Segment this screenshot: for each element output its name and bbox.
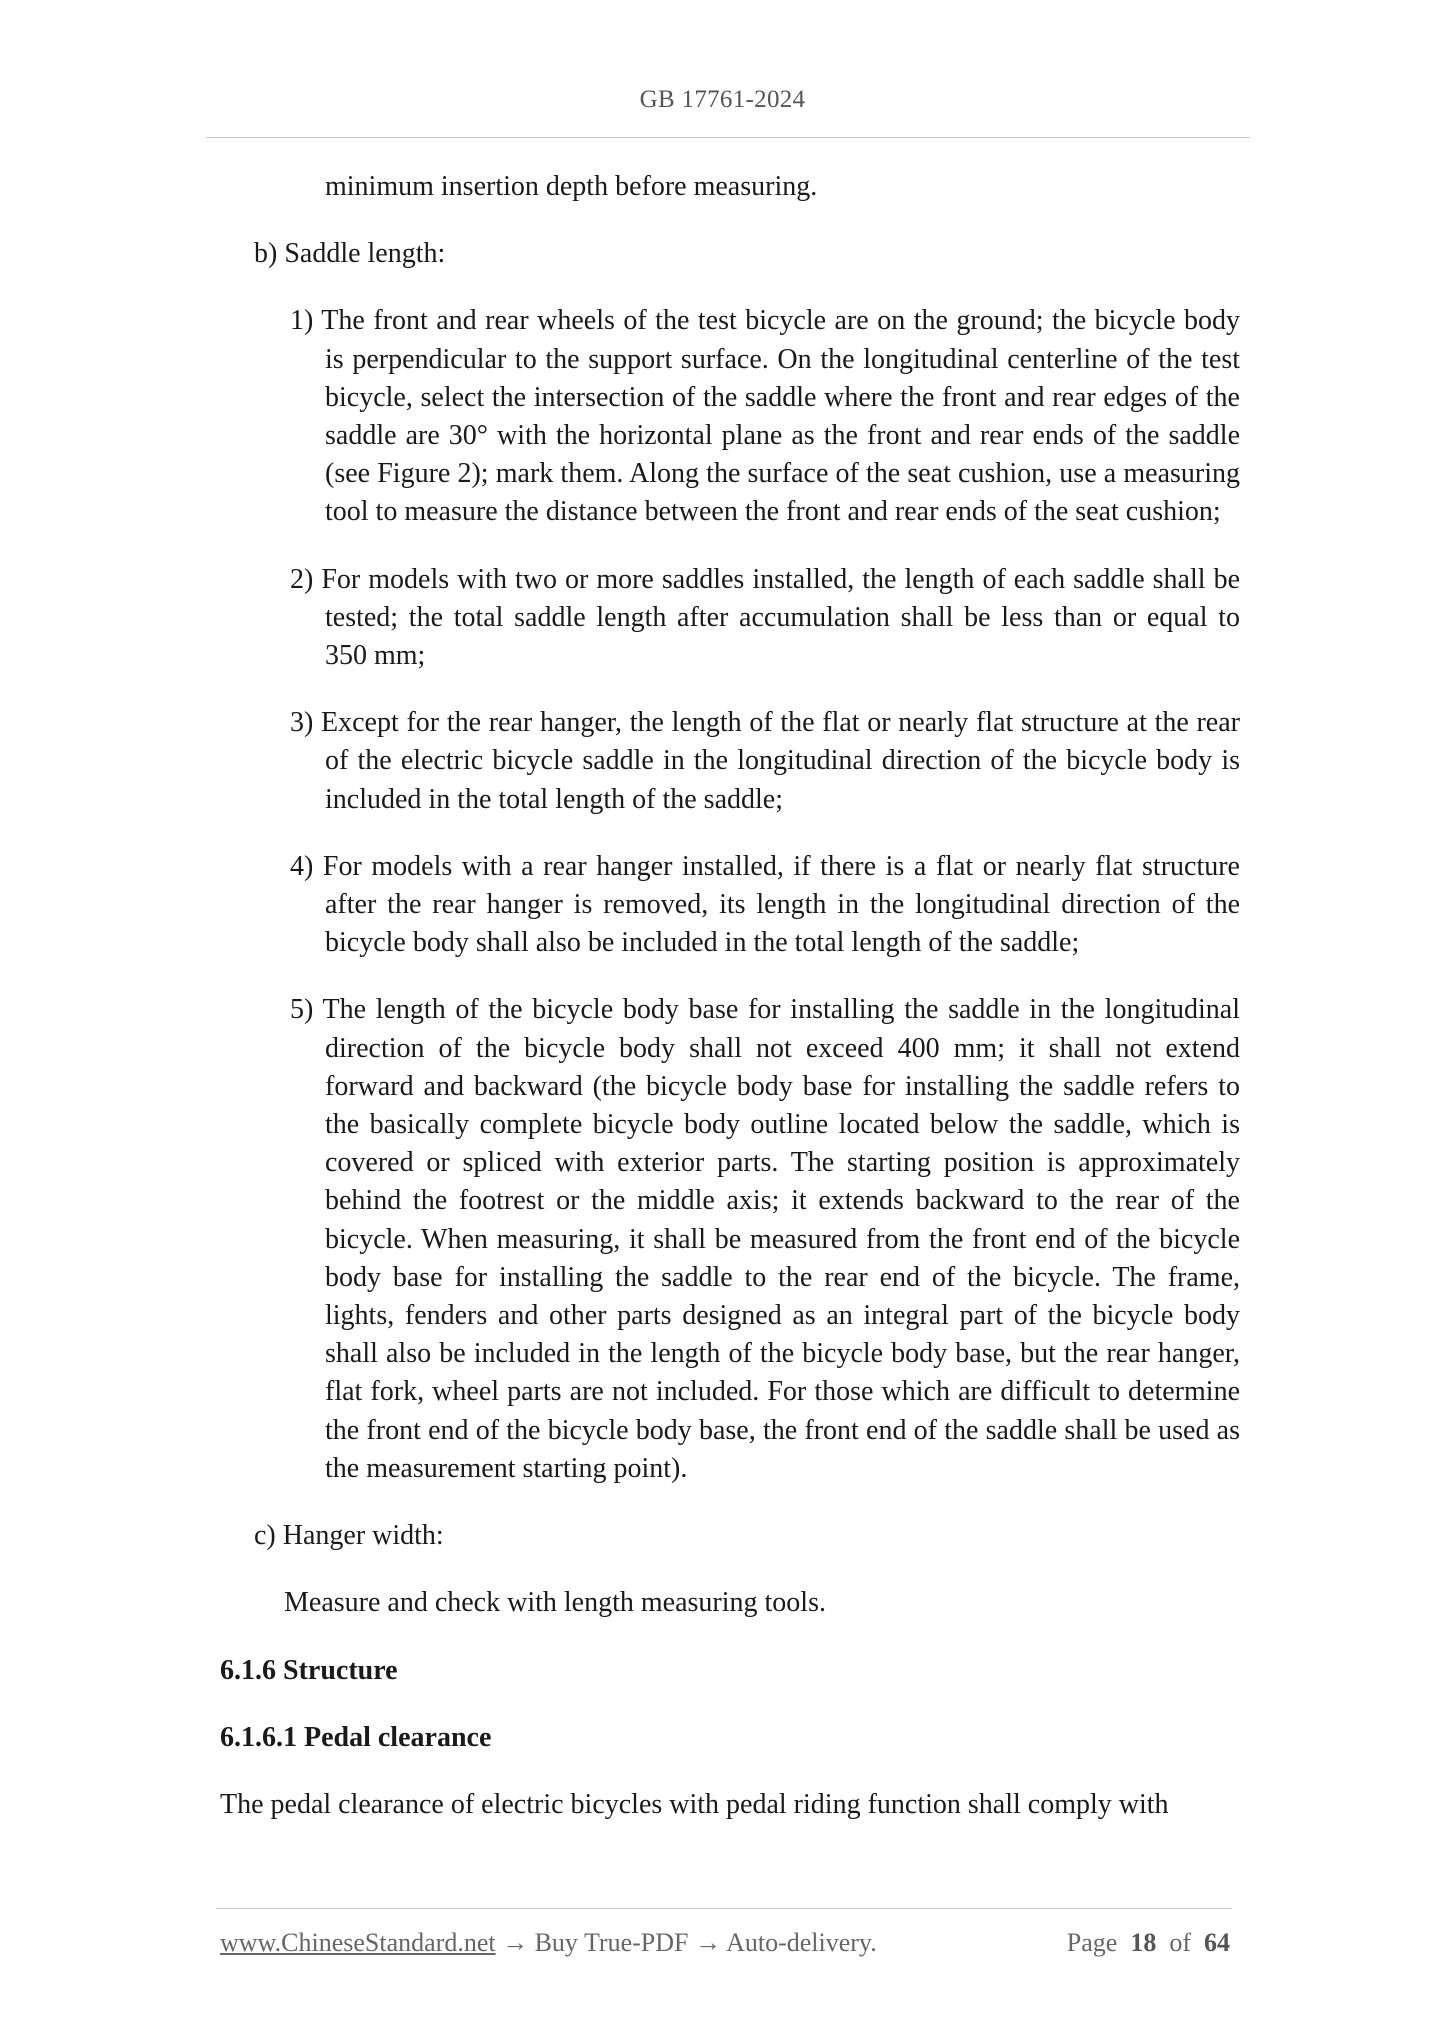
auto-delivery-text: Auto-delivery.: [726, 1928, 877, 1957]
page-counter: [1067, 1928, 1230, 1958]
sublist-item-2: 2) For models with two or more saddles installed, the length of each saddle shall be tested; the total saddle length after accumulation shall be less than or equal to 350 mm;: [290, 563, 1240, 672]
sublist-item-3: 3) Except for the rear hanger, the length of the flat or nearly flat structure at the rear of the electric bicycle saddle in the longitudinal direction of the bicycle body is included in the total length of the saddle;: [290, 707, 1240, 815]
section-heading-616: 6.1.6 Structure: [220, 1654, 398, 1686]
footer-promo: [220, 1928, 877, 1958]
page-label: Page: [1066, 1928, 1118, 1957]
of-label: of: [1169, 1928, 1191, 1957]
sublist-item-1: 1) The front and rear wheels of the test bicycle are on the ground; the bicycle body is perpendicular to the support surface. On the longitudinal centerline of the test bicycle, select the intersection of the saddle where the front and rear edges of the saddle are 30° with the horizontal plane as the front and rear ends of the saddle (see Figure 2); mark them. Along the surface of the seat cushion, use a measuring tool to measure the distance between the front and rear ends of the seat cushion;: [290, 305, 1240, 528]
arrow-right-icon: →: [502, 1928, 529, 1957]
footer-divider: [216, 1908, 1232, 1909]
total-pages-number: 64: [1204, 1928, 1230, 1957]
buy-pdf-text: Buy True-PDF: [534, 1928, 689, 1957]
list-item-b: b) Saddle length:: [254, 238, 446, 270]
continuation-text: minimum insertion depth before measuring.: [325, 171, 818, 202]
website-link[interactable]: www.ChineseStandard.net: [220, 1928, 496, 1957]
document-code: GB 17761-2024: [639, 86, 806, 113]
section-paragraph: The pedal clearance of electric bicycles with pedal riding function shall comply with: [220, 1788, 1169, 1820]
sublist-item-4: 4) For models with a rear hanger installed, if there is a flat or nearly flat structure after the rear hanger is removed, its length in the longitudinal direction of the bicycle body shall also be included in the total length of the saddle;: [290, 850, 1240, 959]
sublist-item-5: 5) The length of the bicycle body base for installing the saddle in the longitudinal direction of the bicycle body shall not exceed 400 mm; it shall not extend forward and backward (the bicycle body base for installing the saddle refers to the basically complete bicycle body outline located below the saddle, which is covered or spliced with exterior parts. The starting position is approximately behind the footrest or the middle axis; it extends backward to the rear of the bicycle. When measuring, it shall be measured from the front end of the bicycle body base for installing the saddle to the rear end of the bicycle. The frame, lights, fenders and other parts designed as an integral part of the bicycle body shall also be included in the length of the bicycle body base, but the rear hanger, flat fork, wheel parts are not included. For those which are difficult to determine the front end of the bicycle body base, the front end of the saddle shall be used as the measurement starting point).: [290, 994, 1240, 1484]
arrow-right-icon: →: [695, 1928, 721, 1957]
list-item-c: c) Hanger width:: [254, 1520, 444, 1552]
section-heading-6161: 6.1.6.1 Pedal clearance: [220, 1721, 492, 1753]
header-divider: [206, 137, 1250, 138]
page-header: [0, 86, 1445, 114]
list-item-c-text: Measure and check with length measuring tools.: [284, 1587, 826, 1619]
page-body: [220, 168, 1240, 1824]
current-page-number: 18: [1130, 1928, 1157, 1957]
